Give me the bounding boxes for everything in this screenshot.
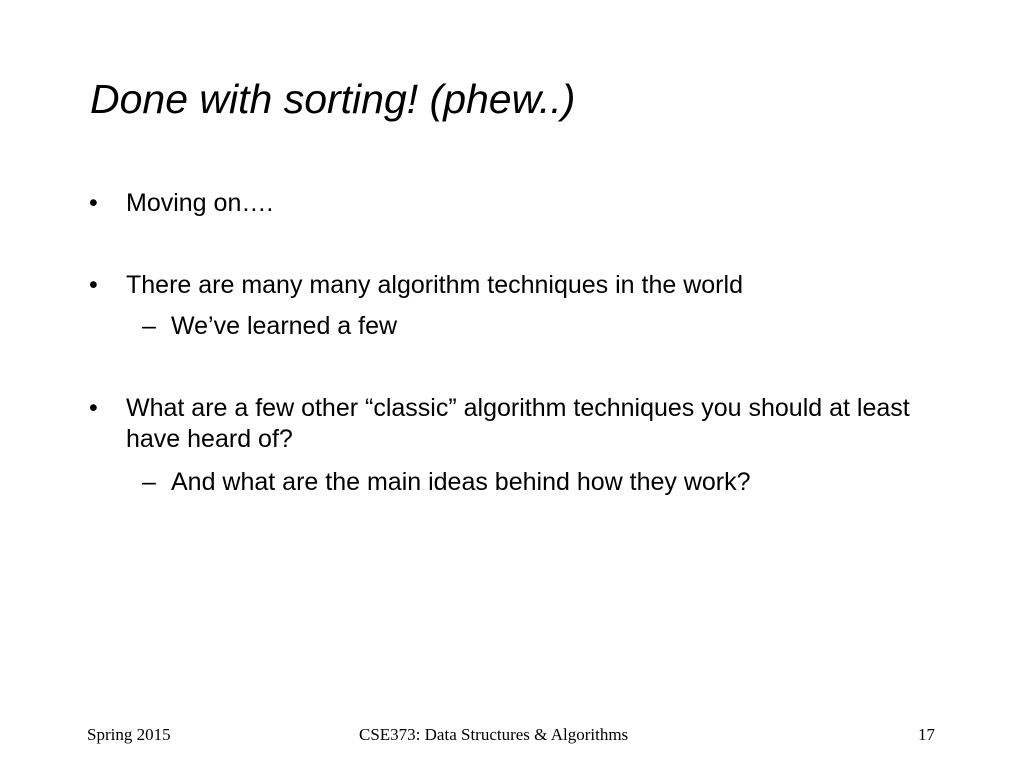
bullet-item-3 bbox=[89, 393, 936, 455]
sub-item-2 bbox=[142, 467, 751, 498]
bullet-marker: • bbox=[89, 189, 98, 217]
slide-title: Done with sorting! (phew..) bbox=[90, 76, 576, 122]
sub-item-text: And what are the main ideas behind how they work? bbox=[171, 468, 751, 496]
footer-page-number: 17 bbox=[918, 725, 935, 744]
bullet-item-2 bbox=[89, 270, 966, 301]
footer-course: CSE373: Data Structures & Algorithms bbox=[359, 725, 629, 744]
dash-marker: – bbox=[142, 312, 156, 340]
bullet-marker: • bbox=[89, 394, 98, 422]
bullet-text: What are a few other “classic” algorithm techniques you should at least have heard of? bbox=[126, 394, 910, 453]
sub-item-1 bbox=[142, 311, 398, 342]
bullet-item-1 bbox=[89, 188, 966, 219]
bullet-marker: • bbox=[89, 271, 98, 299]
dash-marker: – bbox=[142, 468, 156, 496]
bullet-text: Moving on…. bbox=[126, 189, 274, 217]
sub-item-text: We’ve learned a few bbox=[171, 312, 398, 340]
bullet-text: There are many many algorithm techniques in the world bbox=[126, 271, 743, 299]
footer-date: Spring 2015 bbox=[87, 725, 171, 744]
